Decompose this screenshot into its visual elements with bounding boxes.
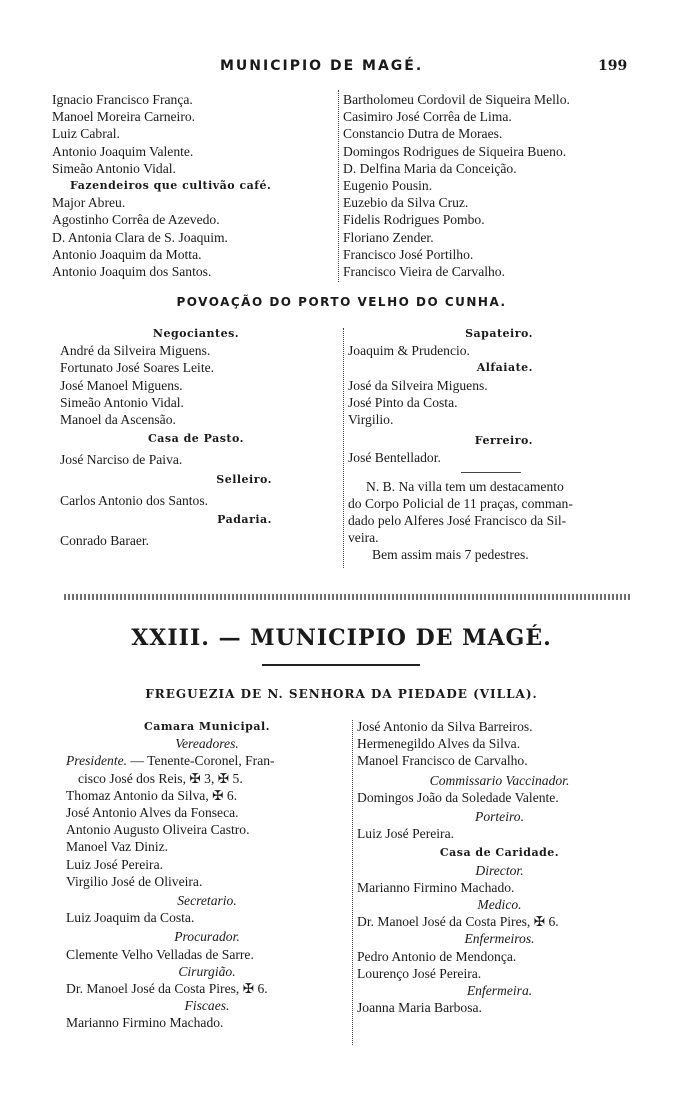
presidente-text: — Tenente-Coronel, Fran- [127,753,275,769]
list-item: Ignacio Francisco França. [52,92,193,107]
list-item: José Manoel Miguens. [60,377,183,393]
heading-camara-municipal: Camara Municipal. [144,720,270,733]
heading-negociantes: Negociantes. [152,327,240,340]
list-item: Manoel Vaz Diniz. [66,839,169,855]
list-item: Carlos Antonio dos Santos. [60,492,209,508]
list-item: Conrado Baraer. [60,533,150,549]
list-item: José Narciso de Paiva. [60,452,183,468]
list-item: Domingos Rodrigues de Siqueira Bueno. [343,143,567,159]
list-item: Luiz José Pereira. [357,826,455,842]
list-item: Casimiro José Corrêa de Lima. [343,109,512,125]
list-item: Fidelis Rodrigues Pombo. [343,212,485,228]
heading-alfaiate: Alfaiate. [476,361,533,375]
list-item: Marianno Firmino Machado. [357,879,515,895]
section-heading-fazendeiros: Fazendeiros que cultivão café. [70,179,272,193]
heading-fiscaes: Fiscaes. [184,998,230,1014]
heading-porteiro: Porteiro. [475,809,524,825]
heading-casa-de-caridade: Casa de Caridade. [439,846,560,860]
list-item: Joanna Maria Barbosa. [357,1000,482,1016]
camara-right-column [357,718,642,1016]
heading-vereadores: Vereadores. [175,736,239,752]
povoacao-right-column [348,325,633,564]
list-item: Joaquim & Prudencio. [348,343,470,359]
list-item: Francisco Vieira de Carvalho. [343,264,506,280]
list-item: Simeão Antonio Vidal. [60,394,184,410]
list-item: Manoel da Ascensão. [60,412,176,428]
heading-commissario: Commissario Vaccinador. [429,772,570,788]
list-item: José da Silveira Miguens. [348,377,488,393]
list-item: Clemente Velho Velladas de Sarre. [66,946,254,962]
list-item: Manoel Francisco de Carvalho. [357,753,528,769]
list-item: Domingos João da Soledade Valente. [357,789,559,805]
list-item: Simeão Antonio Vidal. [52,160,176,176]
list-item: José Antonio da Silva Barreiros. [357,719,533,734]
parish-title: FREGUEZIA DE N. SENHORA DA PIEDADE (VILLA). [145,687,538,701]
list-item: Hermenegildo Alves da Silva. [357,736,521,752]
list-item: Francisco José Portilho. [343,246,474,262]
section-title-povoacao: POVOAÇÃO DO PORTO VELHO DO CUNHA. [176,295,507,309]
chapter-title: XXIII. — MUNICIPIO DE MAGÉ. [131,625,552,651]
note-line: N. B. Na villa tem um destacamento [366,478,564,494]
heading-medico: Medico. [477,897,522,913]
heading-secretario: Secretario. [177,893,237,909]
list-item: Antonio Joaquim dos Santos. [52,264,212,280]
note-line: veira. [348,530,379,546]
list-item: Constancio Dutra de Moraes. [343,126,503,142]
list-item: André da Silveira Miguens. [60,343,211,359]
list-item: Floriano Zender. [343,229,434,245]
list-item: José Pinto da Costa. [348,394,458,410]
note-line: do Corpo Policial de 11 praças, comman- [348,495,573,511]
header-title: MUNICIPIO DE MAGÉ. [220,58,424,74]
list-item: Lourenço José Pereira. [357,965,482,981]
list-item: Bartholomeu Cordovil de Siqueira Mello. [343,92,570,107]
list-item: Thomaz Antonio da Silva, ✠ 6. [66,787,238,803]
list-item: Luiz Joaquim da Costa. [66,910,195,926]
list-item: Luiz Cabral. [52,126,120,142]
list-item: Virgilio. [348,412,394,428]
list-item: Eugenio Pousin. [343,178,433,194]
heading-director: Director. [475,862,524,878]
list-item-presidente [66,752,348,769]
heading-casa-de-pasto: Casa de Pasto. [148,432,244,446]
heading-cirurgiao: Cirurgião. [178,963,236,979]
list-item: Fortunato José Soares Leite. [60,360,215,376]
heading-padaria: Padaria. [217,513,272,527]
presidente-label: Presidente. [66,753,128,769]
heading-selleiro: Selleiro. [216,472,272,486]
heading-enfermeiros: Enfermeiros. [464,931,535,947]
top-right-column [343,91,633,280]
list-item: Pedro Antonio de Mendonça. [357,948,517,964]
list-item: José Bentellador. [348,450,441,466]
top-left-column [52,91,332,280]
list-item: Antonio Joaquim da Motta. [52,246,202,262]
list-item: D. Delfina Maria da Conceição. [343,160,517,176]
list-item: cisco José dos Reis, ✠ 3, ✠ 5. [78,770,243,786]
camara-left-column [66,718,348,1032]
note-line: Bem assim mais 7 pedestres. [372,547,529,563]
list-item: Luiz José Pereira. [66,856,164,872]
list-item: Virgilio José de Oliveira. [66,873,203,889]
list-item: Antonio Augusto Oliveira Castro. [66,822,250,838]
divider [461,472,521,473]
heading-sapateiro: Sapateiro. [465,327,533,340]
list-item: Manoel Moreira Carneiro. [52,109,196,125]
ornamental-rule [64,594,632,600]
heading-enfermeira: Enfermeira. [466,983,533,999]
list-item: Euzebio da Silva Cruz. [343,195,469,211]
list-item: Dr. Manoel José da Costa Pires, ✠ 6. [66,981,268,997]
column-divider [352,720,353,1045]
heading-ferreiro: Ferreiro. [474,434,533,448]
list-item: Antonio Joaquim Valente. [52,143,194,159]
list-item: Dr. Manoel José da Costa Pires, ✠ 6. [357,914,559,930]
list-item: Agostinho Corrêa de Azevedo. [52,212,220,228]
povoacao-left-column [60,325,332,549]
list-item: Marianno Firmino Machado. [66,1015,224,1031]
heading-procurador: Procurador. [174,929,240,945]
list-item: Major Abreu. [52,195,126,211]
column-divider [343,328,344,568]
note-line: dado pelo Alferes José Francisco da Sil- [348,513,567,529]
chapter-rule [262,664,420,666]
running-header [0,58,683,82]
column-divider [338,90,339,282]
list-item: D. Antonia Clara de S. Joaquim. [52,229,228,245]
page-number: 199 [598,58,628,74]
list-item: José Antonio Alves da Fonseca. [66,805,239,821]
